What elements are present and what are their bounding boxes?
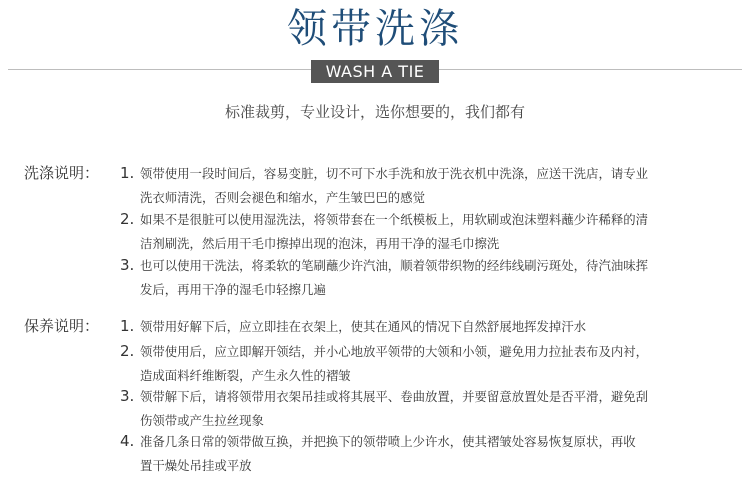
care-section [24, 315, 724, 475]
item-number: 1. [120, 164, 135, 182]
page-title: 领带洗涤 [287, 6, 463, 52]
item-line: 领带用好解下后，应立即挂在衣架上，使其在通风的情况下自然舒展地挥发掉汗水 [140, 319, 587, 334]
tagline: 标准裁剪，专业设计，选你想要的，我们都有 [224, 103, 525, 121]
item-text [140, 254, 724, 302]
washing-section [24, 162, 724, 302]
item-line: 领带使用后，应立即解开领结，并小心地放平领带的大领和小领，避免用力拉扯表布及内衬， [140, 344, 649, 359]
item-text [140, 315, 724, 339]
item-line: 洁剂刷洗，然后用干毛巾擦掉出现的泡沫，再用干净的湿毛巾擦洗 [140, 236, 500, 251]
item-line: 发后，再用干净的湿毛巾轻擦几遍 [140, 282, 326, 297]
washing-label: 洗涤说明： [24, 164, 100, 182]
item-number: 3. [120, 256, 135, 274]
item-number: 3. [120, 387, 135, 405]
item-text [140, 385, 724, 433]
item-line: 洗衣师清洗，否则会褪色和缩水，产生皱巴巴的感觉 [140, 190, 425, 205]
item-line: 伤领带或产生拉丝现象 [140, 413, 264, 428]
item-number: 4. [120, 432, 135, 450]
subtitle-badge: WASH A TIE [311, 60, 439, 83]
item-text [140, 340, 724, 388]
item-line: 如果不是很脏可以使用湿洗法，将领带套在一个纸模板上，用软刷或泡沫塑料蘸少许稀释的清 [140, 212, 649, 227]
item-line: 准备几条日常的领带做互换，并把换下的领带喷上少许水，使其褶皱处容易恢复原状，再收 [140, 434, 636, 449]
item-number: 2. [120, 210, 135, 228]
care-label: 保养说明： [24, 317, 100, 335]
item-number: 2. [120, 342, 135, 360]
item-line: 造成面料纤维断裂，产生永久性的褶皱 [140, 368, 351, 383]
item-line: 领带使用一段时间后，容易变脏，切不可下水手洗和放于洗衣机中洗涤，应送干洗店，请专业 [140, 166, 649, 181]
item-line: 置干燥处吊挂或平放 [140, 458, 252, 473]
item-text [140, 162, 724, 210]
item-line: 领带解下后，请将领带用衣架吊挂或将其展平、卷曲放置，并要留意放置处是否平滑，避免刮 [140, 389, 649, 404]
item-text [140, 430, 724, 478]
item-text [140, 208, 724, 256]
item-line: 也可以使用干洗法，将柔软的笔刷蘸少许汽油，顺着领带织物的经纬线刷污斑处，待汽油味挥 [140, 258, 649, 273]
item-number: 1. [120, 317, 135, 335]
